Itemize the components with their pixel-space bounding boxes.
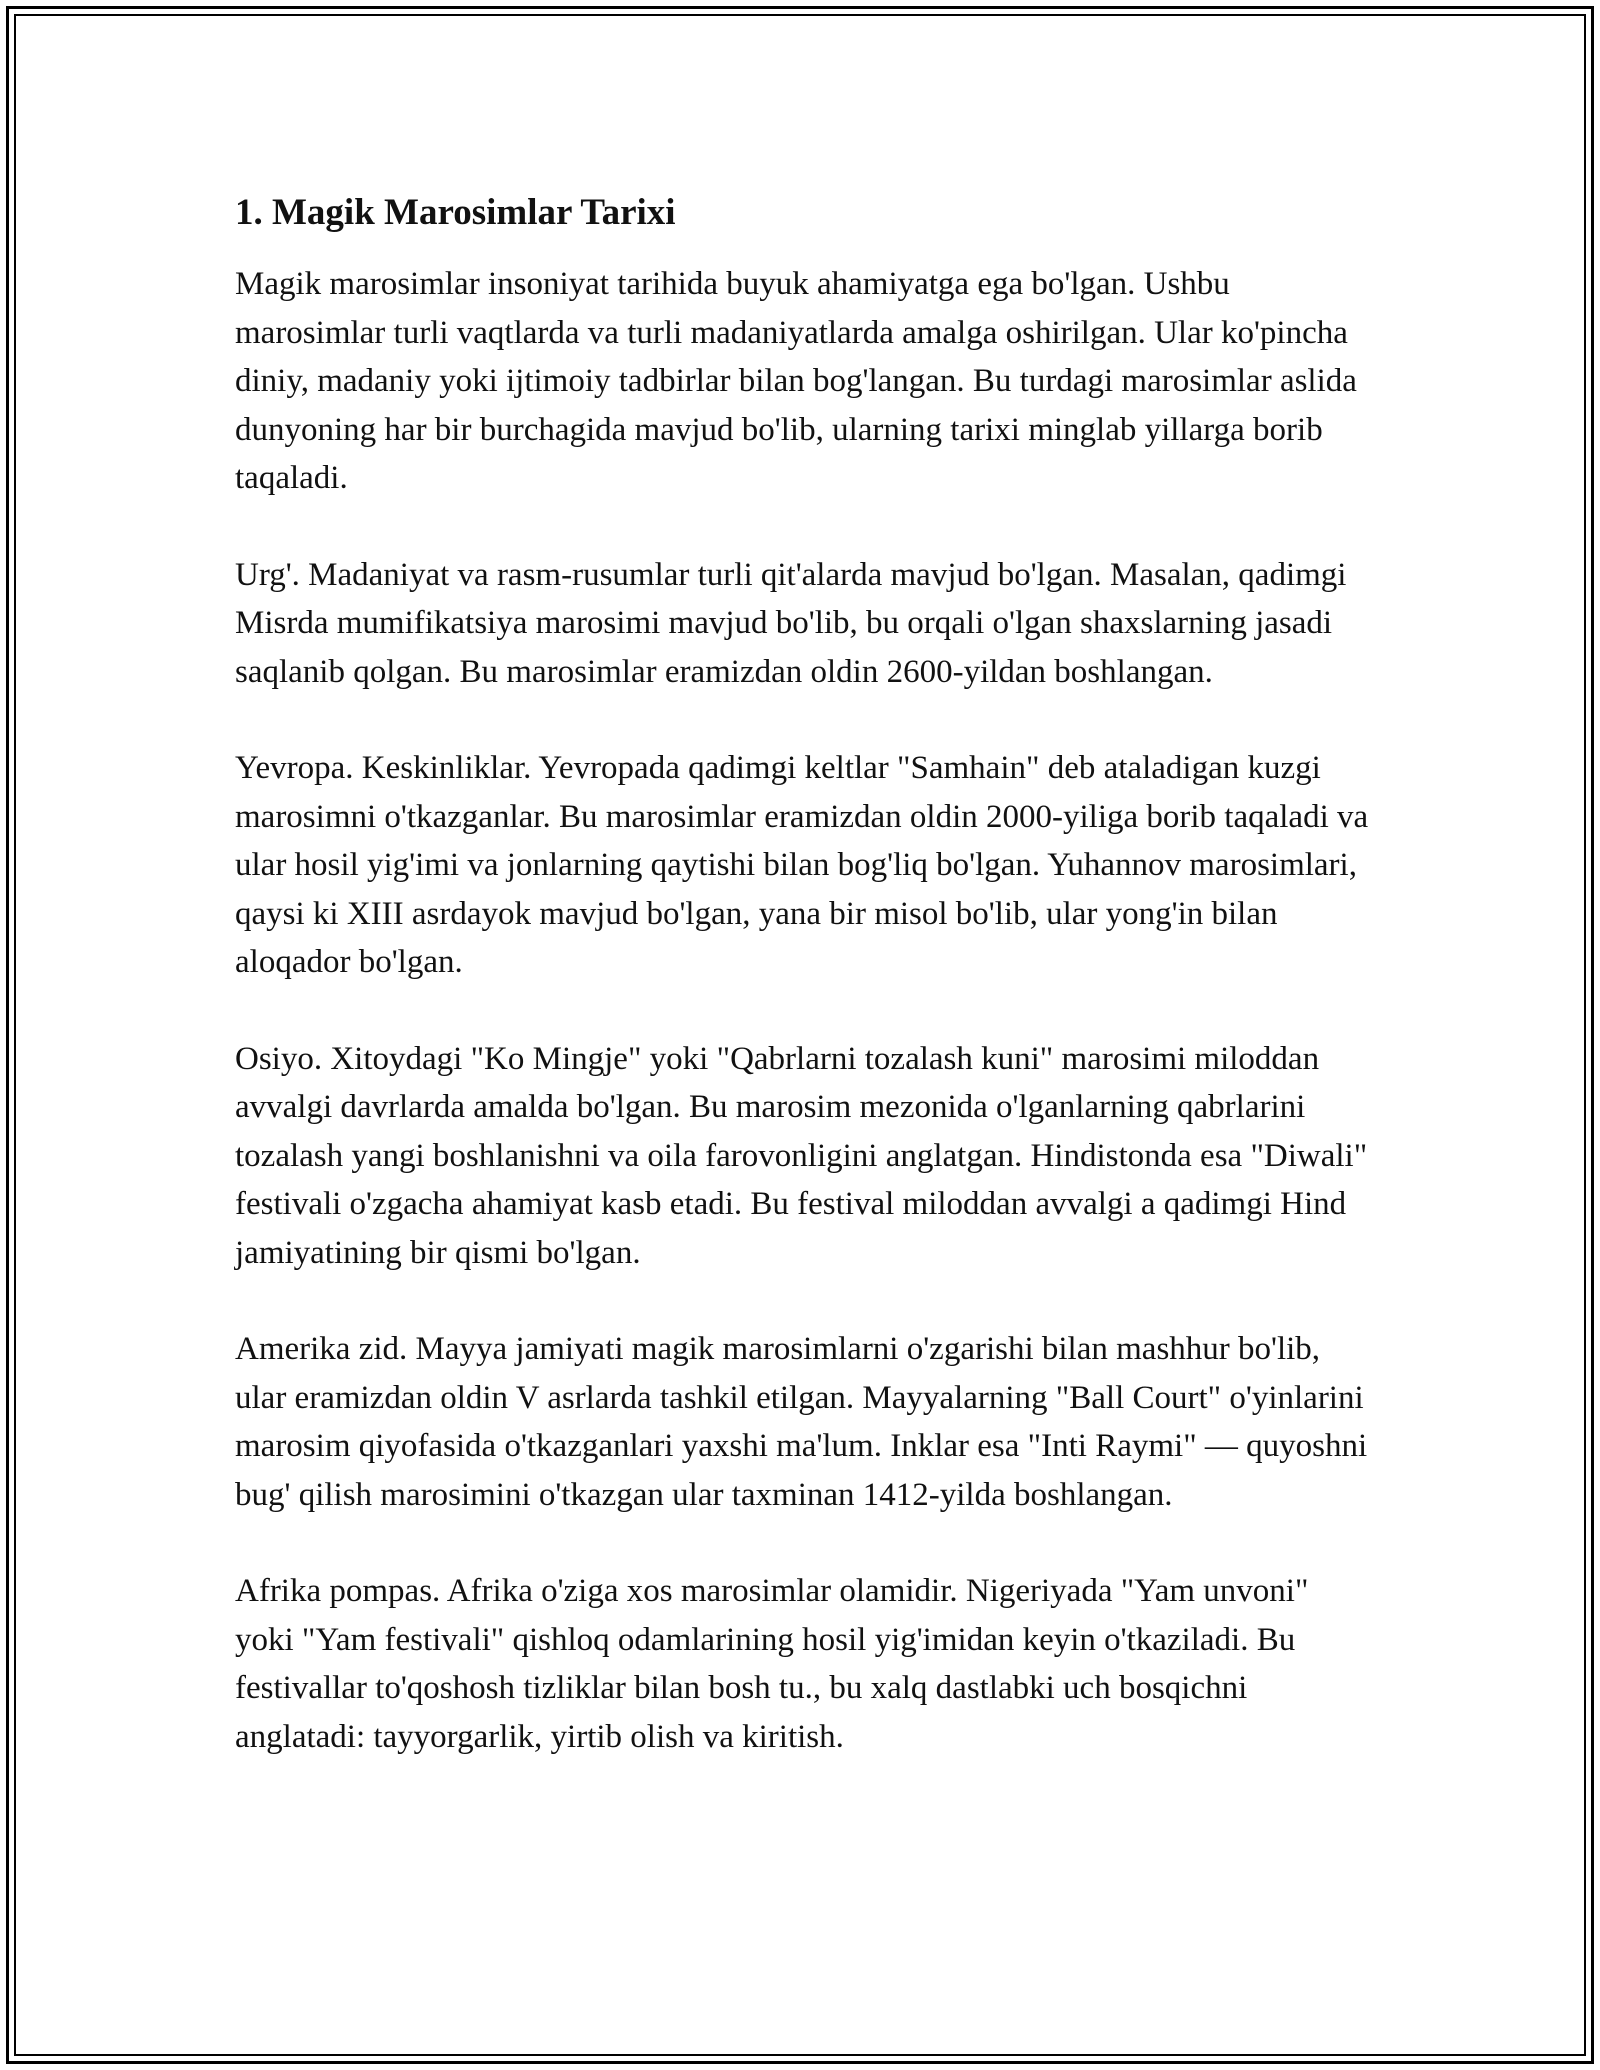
- document-body: [235, 186, 1375, 1809]
- paragraph-intro: Magik marosimlar insoniyat tarihida buyuk ahamiyatga ega bo'lgan. Ushbu marosimlar turli vaqtlarda va turli madaniyatlarda amalga oshirilgan. Ular ko'pincha diniy, madaniy yoki ijtimoiy tadbirlar bilan bog'langan. Bu turdagi marosimlar aslida dunyoning har bir burchagida mavjud bo'lib, ularning tarixi minglab yillarga borib taqaladi.: [235, 266, 1357, 496]
- paragraph-europe: Yevropa. Keskinliklar. Yevropada qadimgi keltlar "Samhain" deb ataladigan kuzgi marosimni o'tkazganlar. Bu marosimlar eramizdan oldin 2000-yiliga borib taqaladi va ular hosil yig'imi va jonlarning qaytishi bilan bog'liq bo'lgan. Yuhannov marosimlari, qaysi ki XIII asrdayok mavjud bo'lgan, yana bir misol bo'lib, ular yong'in bilan aloqador bo'lgan.: [235, 750, 1369, 980]
- paragraph-egypt: Urg'. Madaniyat va rasm-rusumlar turli qit'alarda mavjud bo'lgan. Masalan, qadimgi Misrda mumifikatsiya marosimi mavjud bo'lib, bu orqali o'lgan shaxslarning jasadi saqlanib qolgan. Bu marosimlar eramizdan oldin 2600-yildan boshlangan.: [235, 556, 1347, 690]
- paragraph-africa: Afrika pompas. Afrika o'ziga xos marosimlar olamidir. Nigeriyada "Yam unvoni" yoki "Yam festivali" qishloq odamlarining hosil yig'imidan keyin o'tkaziladi. Bu festivallar to'qoshosh tizliklar bilan bosh tu., bu xalq dastlabki uch bosqichni anglatadi: tayyorgarlik, yirtib olish va kiritish.: [235, 1573, 1309, 1755]
- paragraph-asia: Osiyo. Xitoydagi "Ko Mingje" yoki "Qabrlarni tozalash kuni" marosimi miloddan avvalgi davrlarda amalda bo'lgan. Bu marosim mezonida o'lganlarning qabrlarini tozalash yangi boshlanishni va oila farovonligini anglatgan. Hindistonda esa "Diwali" festivali o'zgacha ahamiyat kasb etadi. Bu festival miloddan avvalgi a qadimgi Hind jamiyatining bir qismi bo'lgan.: [235, 1040, 1368, 1271]
- paragraph-america: Amerika zid. Mayya jamiyati magik marosimlarni o'zgarishi bilan mashhur bo'lib, ular eramizdan oldin V asrlarda tashkil etilgan. Mayyalarning "Ball Court" o'yinlarini marosim qiyofasida o'tkazganlari yaxshi ma'lum. Inklar esa "Inti Raymi" — quyoshni bug' qilish marosimini o'tkazgan ular taxminan 1412-yilda boshlangan.: [235, 1331, 1368, 1513]
- section-heading: 1. Magik Marosimlar Tarixi: [235, 192, 676, 233]
